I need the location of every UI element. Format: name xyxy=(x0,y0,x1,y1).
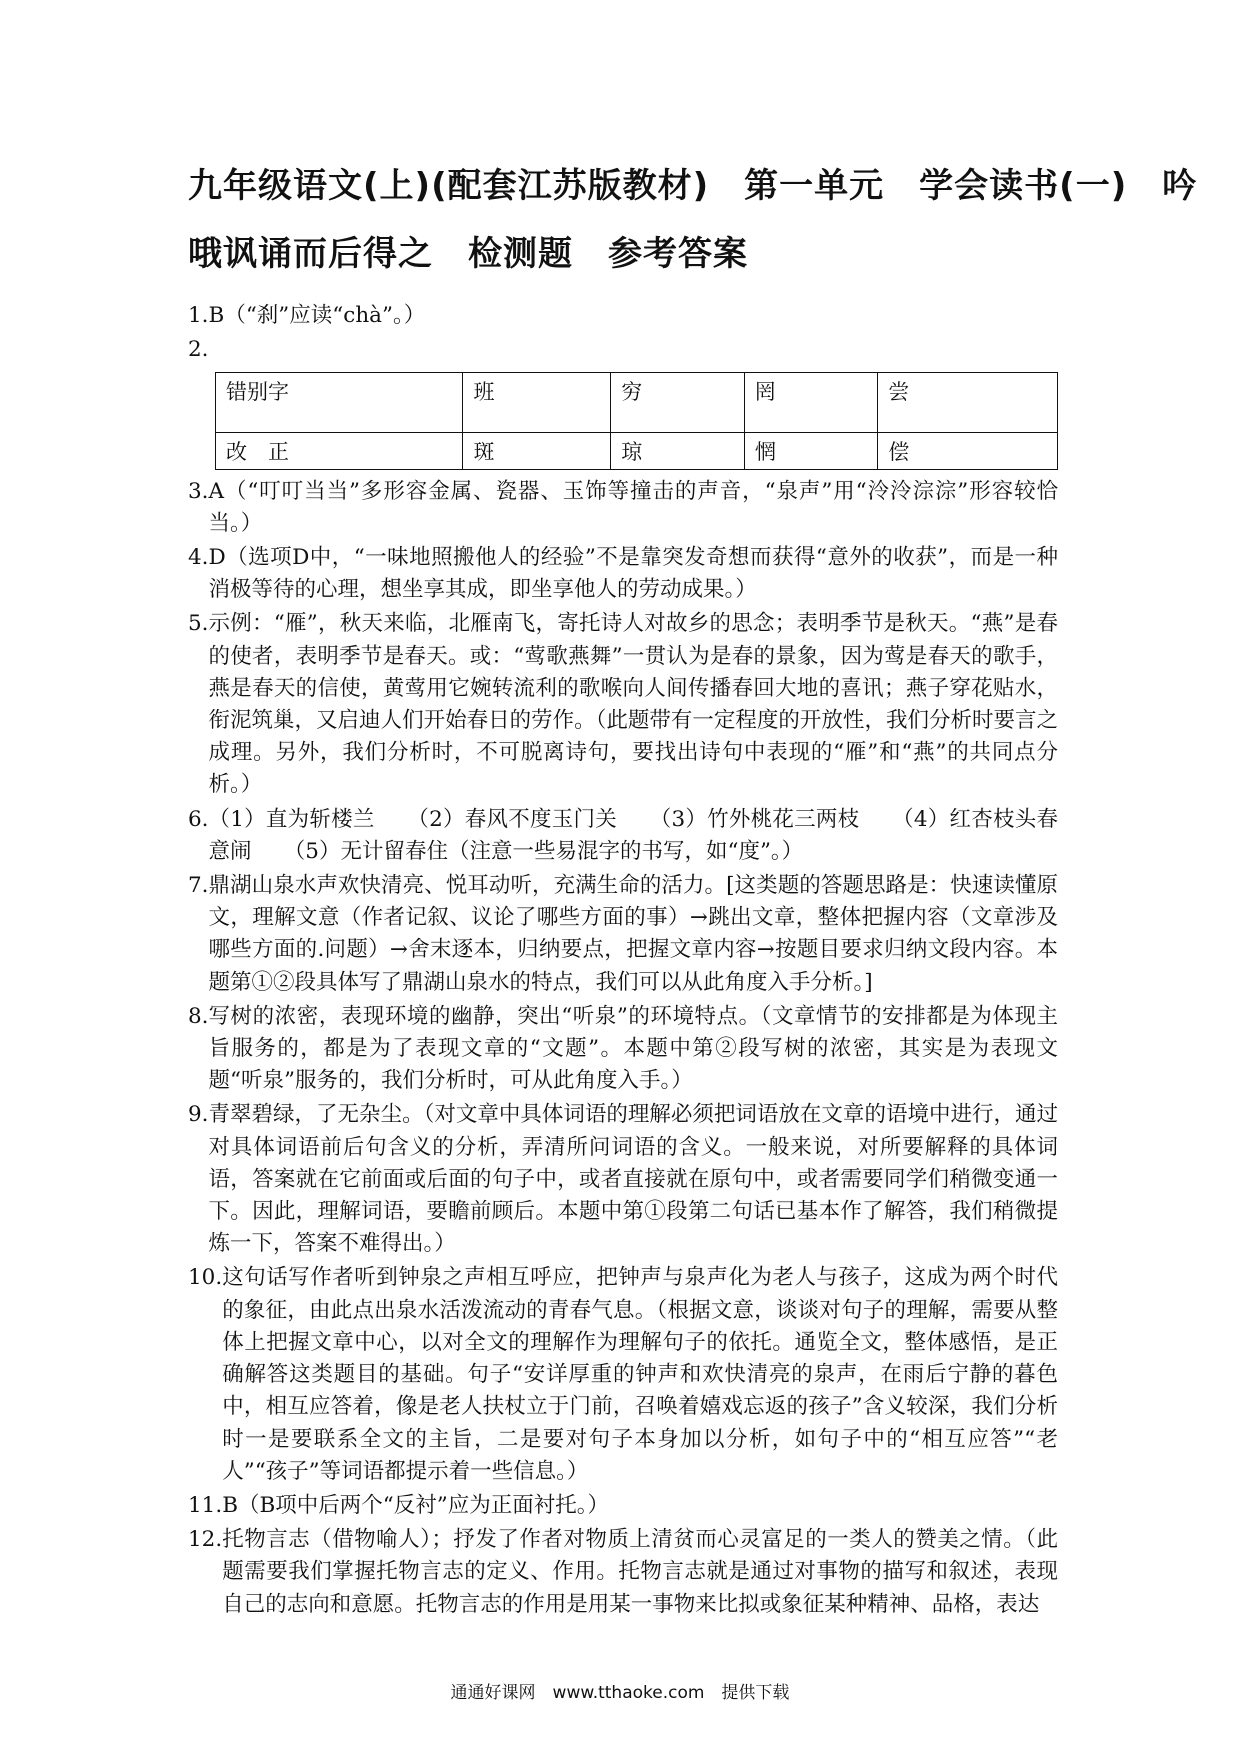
table-row-corrections xyxy=(216,433,1058,469)
answer-item-1 xyxy=(188,300,1058,332)
answer-text: 示例：“雁”，秋天来临，北雁南飞，寄托诗人对故乡的思念；表明季节是秋天。“燕”是春的使者，表明季节是春天。或：“莺歌燕舞”一贯认为是春的景象，因为莺是春天的歌手，燕是春天的信使，黄莺用它婉转流利的歌喉向人间传播春回大地的喜讯；燕子穿花贴水，衔泥筑巢，又启迪人们开始春日的劳作。（此题带有一定程度的开放性，我们分析时要言之成理。另外，我们分析时，不可脱离诗句，要找出诗句中表现的“雁”和“燕”的共同点分析。） xyxy=(208,611,1058,798)
answer-number: 1. xyxy=(188,303,209,328)
answer-text: A（“叮叮当当”多形容金属、瓷器、玉饰等撞击的声音，“泉声”用“泠泠淙淙”形容较恰当。） xyxy=(208,478,1058,536)
document-title-line-1: 九年级语文(上)(配套江苏版教材) 第一单元 学会读书(一) 吟 xyxy=(188,166,1198,206)
table-cell: 惘 xyxy=(744,433,878,469)
answer-item-5 xyxy=(188,608,1058,801)
answer-text: 这句话写作者听到钟泉之声相互呼应，把钟声与泉声化为老人与孩子，这成为两个时代的象征，由此点出泉水活泼流动的青春气息。（根据文意，谈谈对句子的理解，需要从整体上把握文章中心，以对全文的理解作为理解句子的依托。通览全文，整体感悟，是正确解答这类题目的基础。句子“安详厚重的钟声和欢快清亮的泉声，在雨后宁静的暮色中，相互应答着，像是老人扶杖立于门前，召唤着嬉戏忘返的孩子”含义较深，我们分析时一是要联系全文的主旨，二是要对句子本身加以分析，如句子中的“相互应答”“老人”“孩子”等词语都提示着一些信息。） xyxy=(222,1265,1058,1484)
table-cell: 罔 xyxy=(744,373,878,433)
table-cell-label: 改 正 xyxy=(216,433,463,469)
answer-item-7 xyxy=(188,870,1058,999)
answer-item-8 xyxy=(188,1001,1058,1098)
answer-number: 9. xyxy=(188,1102,209,1128)
answer-item-9 xyxy=(188,1099,1058,1260)
answer-number: 12. xyxy=(188,1527,223,1553)
answer-item-3 xyxy=(188,476,1058,540)
answer-list xyxy=(188,300,1058,1621)
table-cell-label: 错别字 xyxy=(216,373,463,433)
answer-text: B（B项中后两个“反衬”应为正面衬托。） xyxy=(222,1492,610,1518)
table-cell: 偿 xyxy=(878,433,1058,469)
answer-text: 托物言志（借物喻人）；抒发了作者对物质上清贫而心灵富足的一类人的赞美之情。（此题需要我们掌握托物言志的定义、作用。托物言志就是通过对事物的描写和叙述，表现自己的志向和意愿。托物言志的作用是用某一事物来比拟或象征某种精神、品格，表达 xyxy=(222,1527,1058,1617)
table-cell: 琼 xyxy=(611,433,745,469)
page-footer: 通通好课网 www.tthaoke.com 提供下载 xyxy=(450,1683,790,1703)
answer-number: 11. xyxy=(188,1492,223,1518)
answer-number: 6. xyxy=(188,806,209,832)
answer-text: 青翠碧绿，了无杂尘。（对文章中具体词语的理解必须把词语放在文章的语境中进行，通过对具体词语前后句含义的分析，弄清所问词语的含义。一般来说，对所要解释的具体词语，答案就在它前面或后面的句子中，或者直接就在原句中，或者需要同学们稍微变通一下。因此，理解词语，要瞻前顾后。本题中第①段第二句话已基本作了解答，我们稍微提炼一下，答案不难得出。） xyxy=(208,1102,1058,1257)
table-cell: 班 xyxy=(463,373,611,433)
table-cell: 尝 xyxy=(878,373,1058,433)
answer-text: （1）直为斩楼兰 （2）春风不度玉门关 （3）竹外桃花三两枝 （4）红杏枝头春意闹 （5）无计留春住（注意一些易混字的书写，如“度”。） xyxy=(208,806,1058,864)
document-title-line-2: 哦讽诵而后得之 检测题 参考答案 xyxy=(188,234,748,274)
answer-item-11 xyxy=(188,1490,1058,1522)
answer-text: D（选项D中，“一味地照搬他人的经验”不是靠突发奇想而获得“意外的收获”，而是一种消极等待的心理，想坐享其成，即坐享他人的劳动成果。） xyxy=(208,545,1058,603)
table-cell: 斑 xyxy=(463,433,611,469)
answer-text: 鼎湖山泉水声欢快清亮、悦耳动听，充满生命的活力。[这类题的答题思路是：快速读懂原文，理解文意（作者记叙、议论了哪些方面的事）→跳出文章，整体把握内容（文章涉及哪些方面的.问题）→舍末逐本，归纳要点，把握文章内容→按题目要求归纳文段内容。本题第①②段具体写了鼎湖山泉水的特点，我们可以从此角度入手分析。] xyxy=(208,873,1058,995)
answer-item-4 xyxy=(188,542,1058,606)
answer-item-10 xyxy=(188,1262,1058,1487)
answer-item-2 xyxy=(188,334,1058,473)
answer-number: 2. xyxy=(188,337,209,363)
table-row-typos xyxy=(216,373,1058,433)
answer-item-6 xyxy=(188,804,1058,868)
answer-number: 10. xyxy=(188,1265,223,1291)
answer-text: 写树的浓密，表现环境的幽静，突出“听泉”的环境特点。（文章情节的安排都是为体现主旨服务的，都是为了表现文章的“文题”。本题中第②段写树的浓密，其实是为表现文题“听泉”服务的，我们分析时，可从此角度入手。） xyxy=(208,1003,1058,1094)
table-cell: 穷 xyxy=(611,373,745,433)
answer-item-12 xyxy=(188,1524,1058,1621)
answer-number: 4. xyxy=(188,545,209,571)
answer-number: 8. xyxy=(188,1003,209,1029)
answer-text: B（“刹”应读“chà”。） xyxy=(208,303,426,328)
answer-number: 3. xyxy=(188,478,209,504)
answer-number: 5. xyxy=(188,611,209,637)
typo-correction-table xyxy=(215,372,1058,469)
answer-number: 7. xyxy=(188,873,209,899)
